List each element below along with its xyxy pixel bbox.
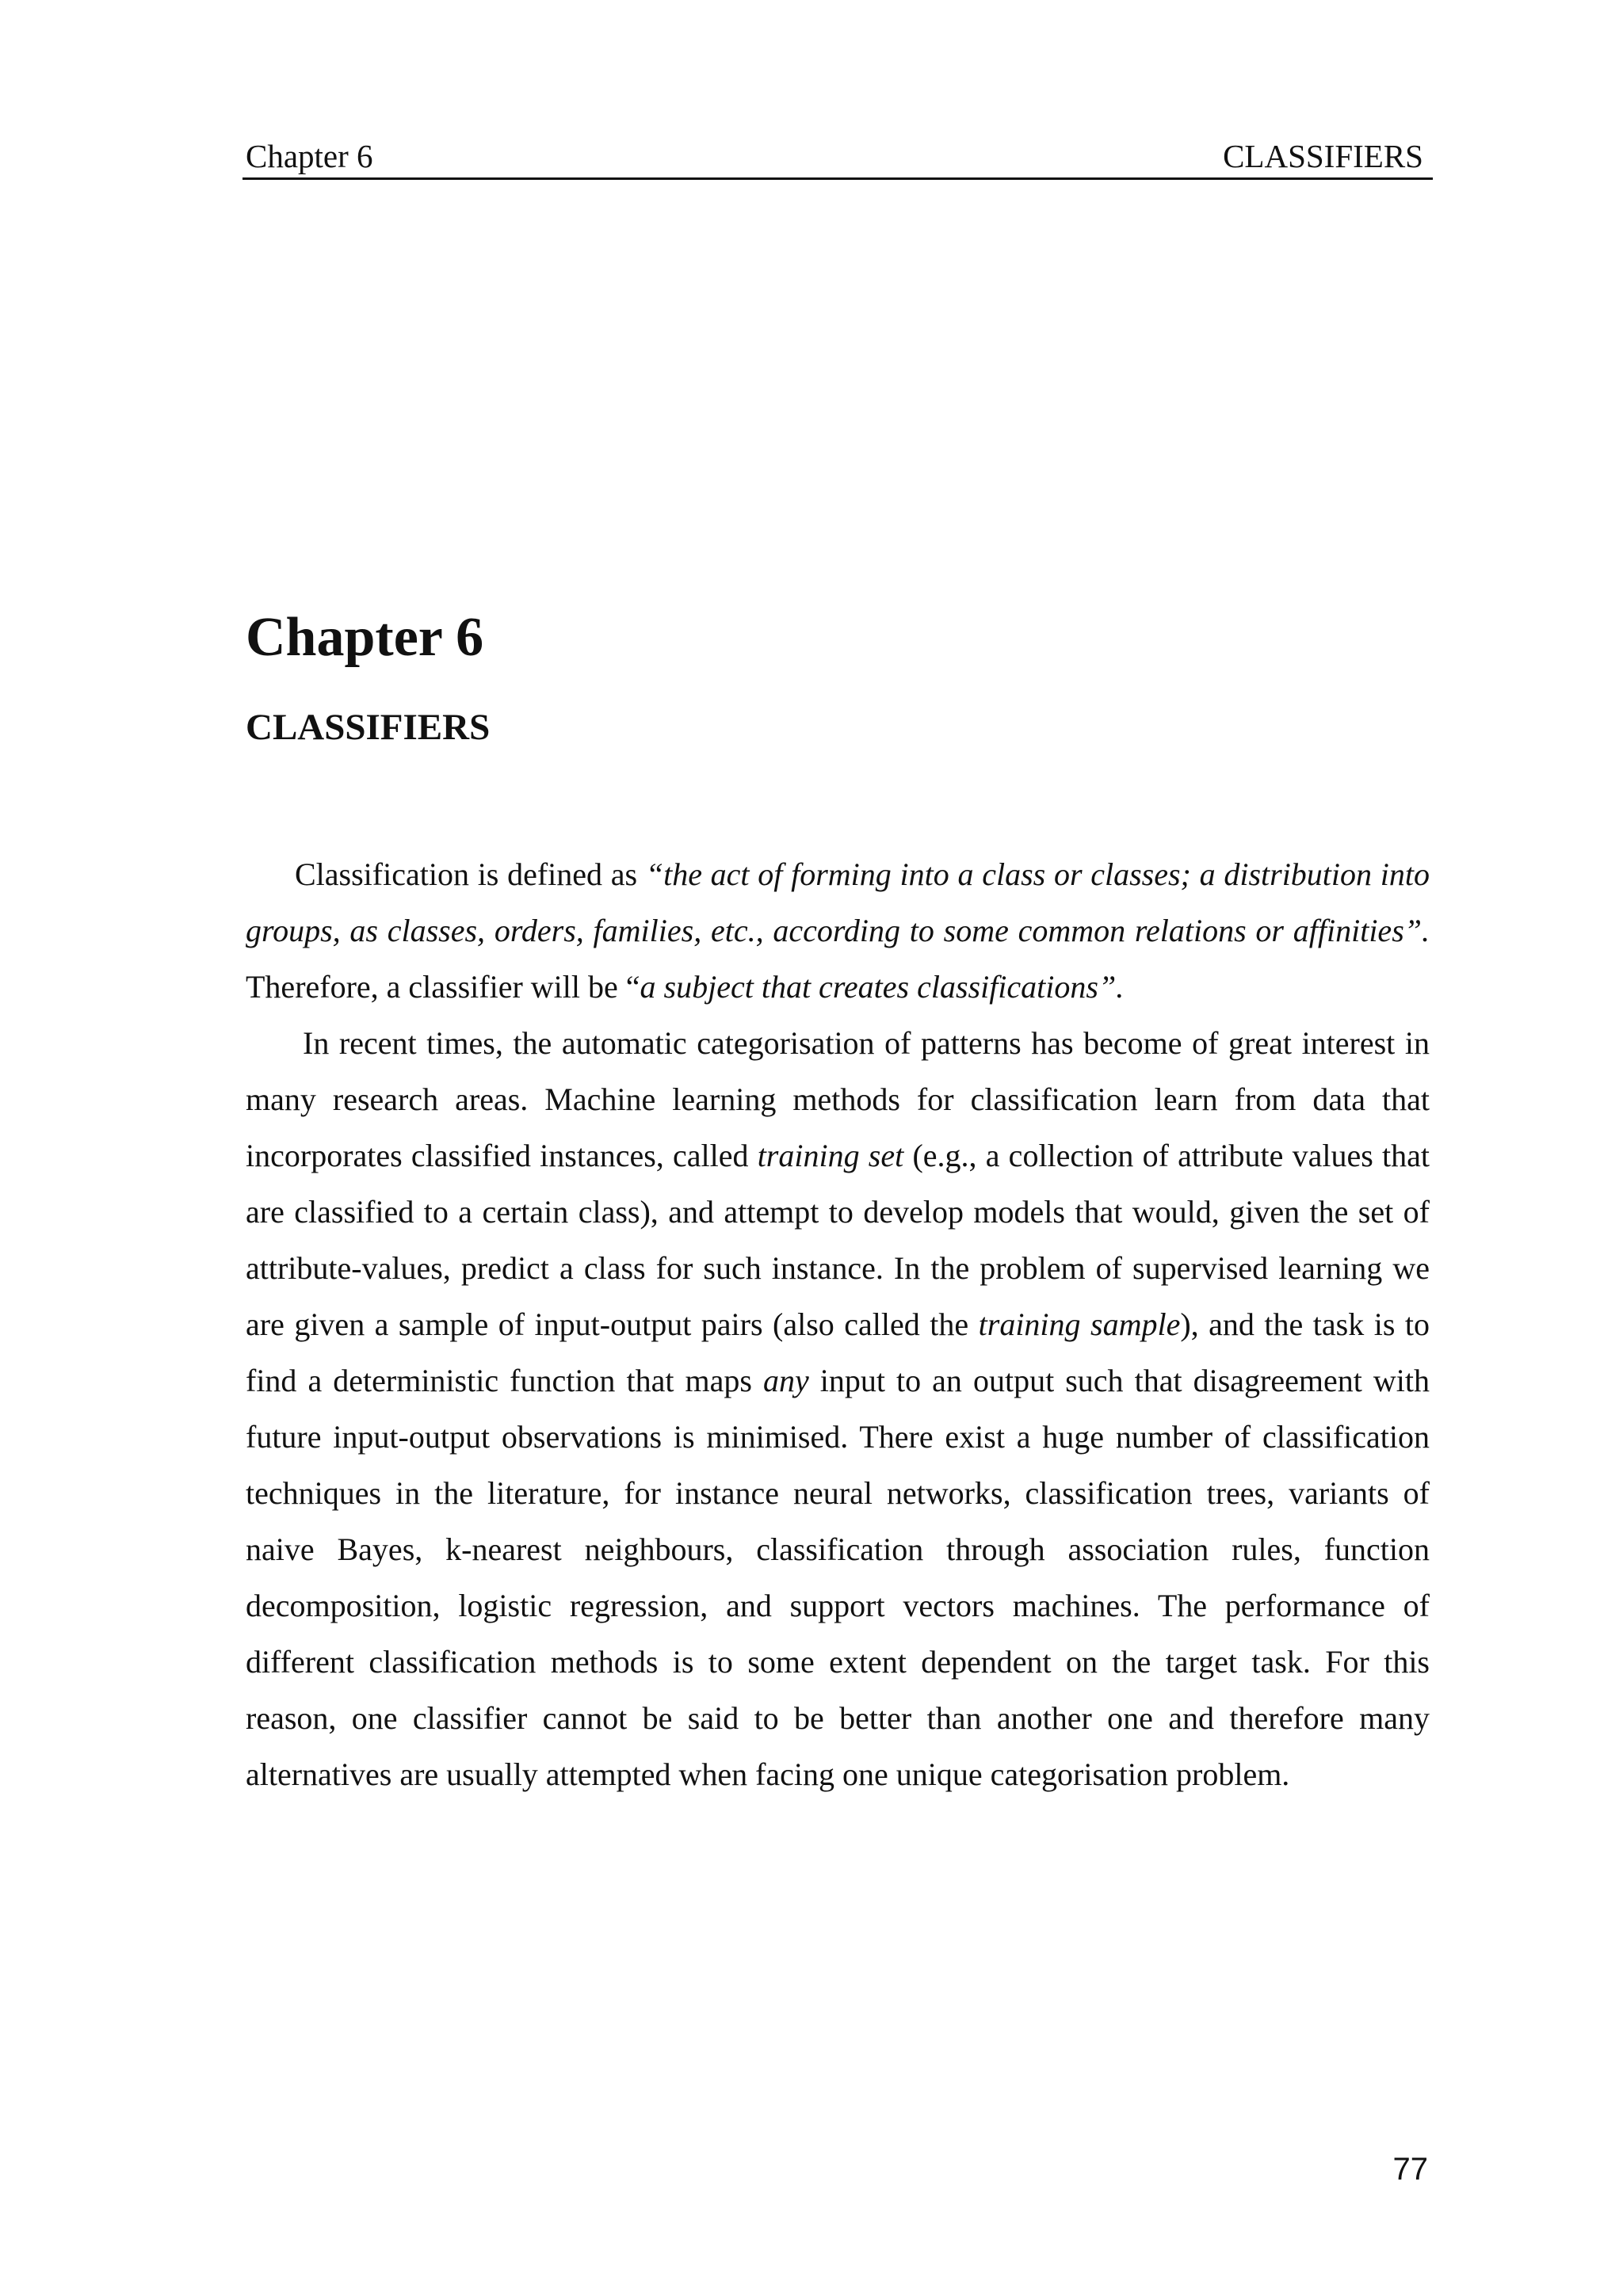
paragraph-overview xyxy=(246,1015,1430,1802)
chapter-title: CLASSIFIERS xyxy=(246,707,491,748)
paragraph-definition xyxy=(246,846,1430,1015)
text-run: In recent times, the automatic categorisation of patterns has become of great interest in many research areas. Machine learning methods for classification learn from data that incorporates classified instances, called xyxy=(246,1025,1430,1173)
text-run: Therefore, a classifier will be “ xyxy=(246,969,640,1005)
quoted-classifier-definition: a subject that creates classifications”. xyxy=(640,969,1125,1005)
quoted-definition: “the act of forming into a class or classes; a distribution into groups, as classes, orders, families, etc., according to some common relations or affinities”. xyxy=(246,856,1430,948)
running-header xyxy=(242,135,1433,180)
chapter-heading: Chapter 6 xyxy=(246,607,484,668)
emphasis-any: any xyxy=(762,1363,809,1398)
page-number: 77 xyxy=(1392,2152,1428,2187)
text-run: Classification is defined as xyxy=(295,856,646,892)
running-header-chapter: Chapter 6 xyxy=(246,138,373,174)
text-run: input to an output such that disagreement with future input-output observations is minimised. There exist a huge number of classification techniques in the literature, for instance neural networks, classification trees, variants of naive Bayes, k-nearest neighbours, classification through association rules, function decomposition, logistic regression, and support vectors machines. The performance of different classification methods is to some extent dependent on the target task. For this reason, one classifier cannot be said to be better than another one and therefore many alternatives are usually attempted when facing one unique categorisation problem. xyxy=(246,1363,1430,1792)
emphasis-training-set: training set xyxy=(757,1138,904,1173)
body-text xyxy=(246,846,1430,1802)
running-header-title: CLASSIFIERS xyxy=(1223,138,1423,174)
text-run: (e.g., a collection of attribute values that are classified to a certain class), and attempt to develop models that would, given the set of attribute-values, predict a class for such instance. In the problem of supervised learning we are given a sample of input-output pairs (also called the xyxy=(246,1138,1430,1342)
emphasis-training-sample: training sample xyxy=(978,1306,1181,1342)
text-run: ), and the task is to find a deterministic function that maps xyxy=(246,1306,1430,1398)
